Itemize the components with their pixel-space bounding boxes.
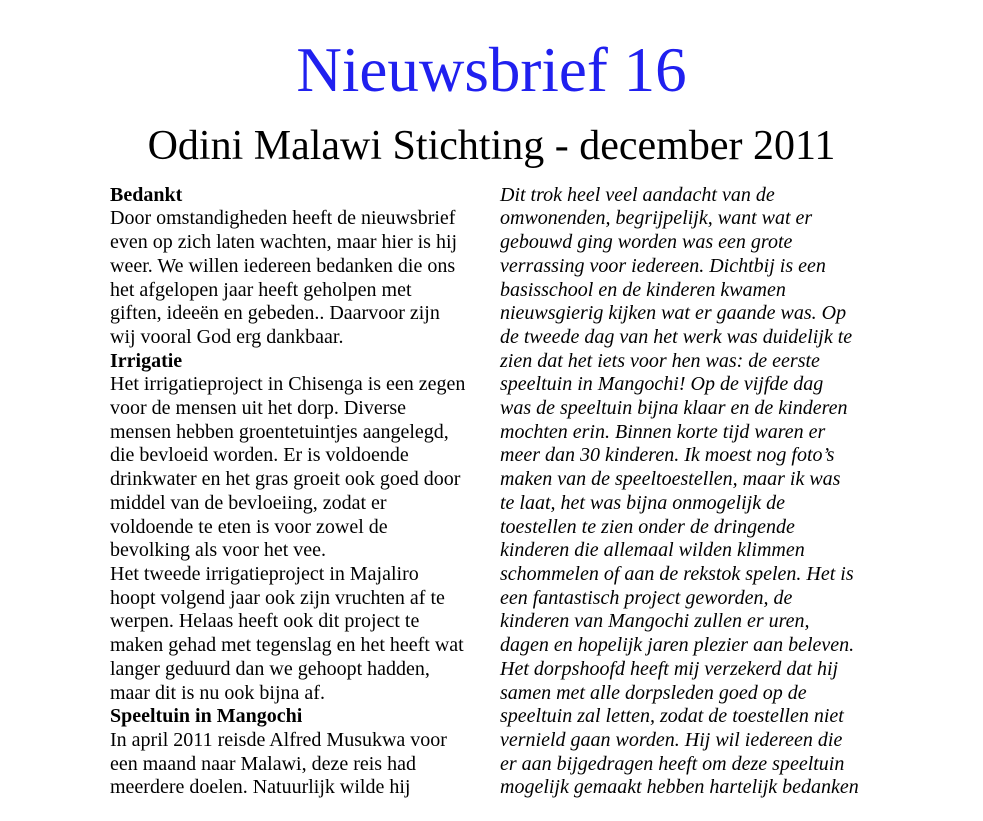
text-line: Het tweede irrigatieproject in Majaliro (110, 562, 419, 585)
text-line: Door omstandigheden heeft de nieuwsbrief (110, 207, 456, 230)
text-line: even op zich laten wachten, maar hier is hij (110, 231, 458, 254)
text-line: die bevloeid worden. Er is voldoende (110, 444, 409, 467)
text-line: dagen en hopelijk jaren plezier aan beleven. (500, 634, 855, 657)
text-line: samen met alle dorpsleden goed op de (500, 681, 807, 704)
text-line: Dit trok heel veel aandacht van de (500, 183, 775, 206)
text-line: weer. We willen iedereen bedanken die ons (110, 254, 456, 277)
text-line: meer dan 30 kinderen. Ik moest nog foto’s (500, 444, 835, 467)
text-line: Het dorpshoofd heeft mij verzekerd dat hij (500, 657, 839, 680)
text-line: de tweede dag van het werk was duidelijk te (500, 325, 853, 348)
newsletter-page (0, 34, 983, 821)
two-column-layout (0, 184, 983, 800)
text-line: mensen hebben groentetuintjes aangelegd, (110, 420, 449, 443)
text-line: langer geduurd dan we gehoopt hadden, (110, 657, 430, 680)
text-line: wij vooral God erg dankbaar. (110, 325, 344, 348)
right-column (500, 184, 883, 800)
text-line: basisschool en de kinderen kwamen (500, 278, 786, 301)
text-line: meerdere doelen. Natuurlijk wilde hij (110, 776, 411, 799)
text-line: gebouwd ging worden was een grote (500, 231, 793, 254)
text-line: kinderen die allemaal wilden klimmen (500, 539, 805, 562)
text-line: Het irrigatieproject in Chisenga is een zegen (110, 373, 466, 396)
section-heading: Speeltuin in Mangochi (110, 705, 303, 728)
text-line: In april 2011 reisde Alfred Musukwa voor (110, 728, 447, 751)
text-line: zien dat het iets voor hen was: de eerste (500, 349, 820, 372)
text-line: bevolking als voor het vee. (110, 539, 327, 562)
text-line: omwonenden, begrijpelijk, want wat er (500, 207, 813, 230)
text-line: middel van de bevloeiing, zodat er (110, 491, 387, 514)
section-heading: Irrigatie (110, 349, 183, 372)
text-line: speeltuin zal letten, zodat de toestellen niet (500, 705, 844, 728)
text-line: te laat, het was bijna onmogelijk de (500, 491, 785, 514)
text-line: voor de mensen uit het dorp. Diverse (110, 397, 407, 420)
text-line: er aan bijgedragen heeft om deze speeltuin (500, 752, 845, 775)
text-line: maken van de speeltoestellen, maar ik was (500, 468, 841, 491)
newsletter-title: Nieuwsbrief 16 (296, 35, 687, 105)
text-line: drinkwater en het gras groeit ook goed door (110, 468, 461, 491)
text-line: werpen. Helaas heeft ook dit project te (110, 610, 420, 633)
text-line: vernield gaan worden. Hij wil iedereen die (500, 728, 843, 751)
text-line: maar dit is nu ook bijna af. (110, 681, 325, 704)
text-line: was de speeltuin bijna klaar en de kinderen (500, 397, 848, 420)
text-line: het afgelopen jaar heeft geholpen met (110, 278, 412, 301)
text-line: voldoende te eten is voor zowel de (110, 515, 388, 538)
newsletter-subtitle: Odini Malawi Stichting - december 2011 (147, 123, 836, 170)
text-line: verrassing voor iedereen. Dichtbij is een (500, 254, 826, 277)
text-line: giften, ideeën en gebeden.. Daarvoor zijn (110, 302, 440, 325)
text-line: speeltuin in Mangochi! Op de vijfde dag (500, 373, 824, 396)
text-line: hoopt volgend jaar ook zijn vruchten af te (110, 586, 445, 609)
text-line: mogelijk gemaakt hebben hartelijk bedanken (500, 776, 859, 799)
text-line: nieuwsgierig kijken wat er gaande was. Op (500, 302, 847, 325)
text-line: kinderen van Mangochi zullen er uren, (500, 610, 810, 633)
text-line: toestellen te zien onder de dringende (500, 515, 795, 538)
text-line: een fantastisch project geworden, de (500, 586, 793, 609)
text-line: mochten erin. Binnen korte tijd waren er (500, 420, 826, 443)
left-column (110, 184, 500, 800)
section-heading: Bedankt (110, 183, 183, 206)
text-line: maken gehad met tegenslag en het heeft wat (110, 634, 464, 657)
text-line: een maand naar Malawi, deze reis had (110, 752, 416, 775)
text-line: schommelen of aan de rekstok spelen. Het is (500, 562, 854, 585)
